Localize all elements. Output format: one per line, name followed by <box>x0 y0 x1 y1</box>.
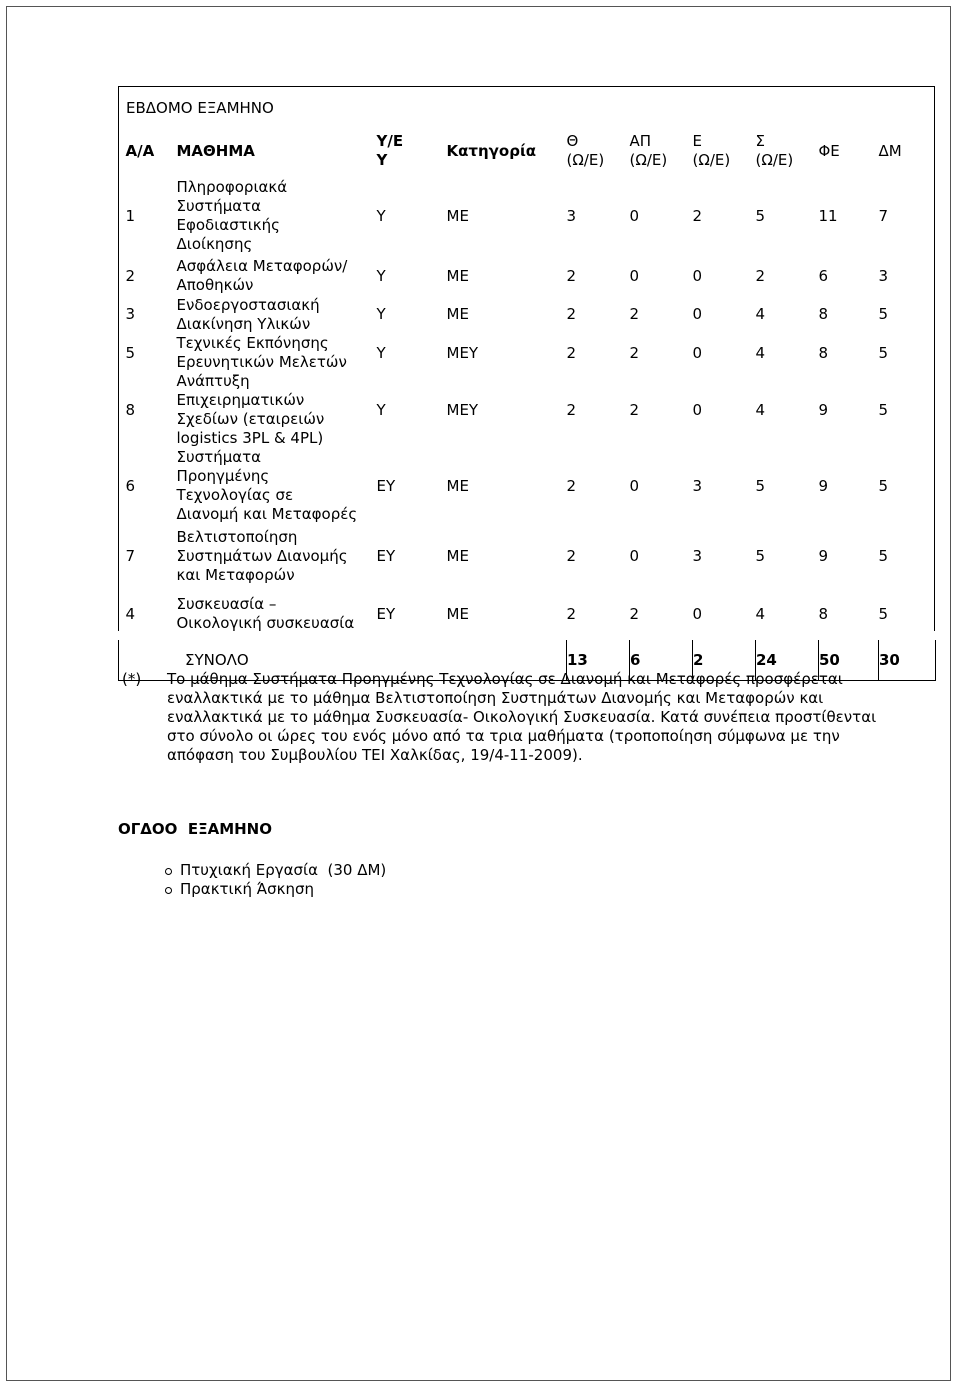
row-ap: 0 <box>629 476 640 495</box>
table-row <box>119 295 936 334</box>
row-ap: 0 <box>629 206 640 225</box>
row-mathima-line: Διακίνηση Υλικών <box>176 314 311 333</box>
table-row <box>119 334 936 372</box>
row-aa: 4 <box>125 604 136 623</box>
row-mathima-line: Βελτιστοποίηση <box>176 527 298 546</box>
row-ye: Υ <box>376 266 386 285</box>
row-ye: Υ <box>376 400 386 419</box>
row-aa: 5 <box>125 343 136 362</box>
row-ye: ΕΥ <box>376 476 396 495</box>
row-ap: 0 <box>629 266 640 285</box>
row-mathima <box>175 448 377 524</box>
row-katigoria: ΜΕ <box>446 206 469 225</box>
row-ye: Υ <box>376 343 386 362</box>
total-label: ΣΥΝΟΛΟ <box>119 640 567 681</box>
row-katigoria: ΜΕ <box>446 604 469 623</box>
footnote-text: Το μάθημα Συστήματα Προηγμένης Τεχνολογίας σε Διανομή και Μεταφορές προσφέρεται εναλλακτικά με το μάθημα Βελτιστοποίηση Συστημάτων Διανομής και Μεταφορών και εναλλακτικά με το μάθημα Συσκευασία- Οικολογική Συσκευασία. Κατά συνέπεια προστίθενται στο σύνολο οι ώρες του ενός μόνο από τα τρια μαθήματα (τροποποίηση σύμφωνα με την απόφαση του Συμβουλίου ΤΕΙ Χαλκίδας, 19/4-11-2009). <box>167 670 877 764</box>
row-s: 5 <box>755 206 766 225</box>
header-theta <box>567 127 630 175</box>
row-s: 4 <box>755 604 766 623</box>
semester-8-title-text: ΟΓΔΟΟ ΕΞΑΜΗΝΟ <box>118 820 272 838</box>
header-ap-line1: ΑΠ <box>629 132 652 150</box>
header-theta-line1: Θ <box>566 132 579 150</box>
list-item <box>163 880 386 899</box>
row-e: 3 <box>692 476 703 495</box>
row-dm: 3 <box>878 266 889 285</box>
row-fe: 9 <box>818 546 829 565</box>
row-aa: 1 <box>125 206 136 225</box>
row-mathima-line: Διοίκησης <box>176 235 253 253</box>
row-katigoria: ΜΕ <box>446 305 469 323</box>
row-mathima-line: Ασφάλεια Μεταφορών/ <box>176 257 348 275</box>
row-aa: 3 <box>125 305 136 323</box>
total-dm: 30 <box>879 640 936 681</box>
row-e: 0 <box>692 305 703 323</box>
row-katigoria: ΜΕ <box>446 546 469 565</box>
row-ap: 2 <box>629 305 640 323</box>
header-aa: Α/Α <box>125 141 155 160</box>
list-item-text: Πτυχιακή Εργασία (30 ΔΜ) <box>180 861 387 879</box>
table-header-row <box>119 127 936 175</box>
row-ye: ΕΥ <box>376 604 396 623</box>
row-mathima <box>175 372 377 448</box>
row-theta: 2 <box>566 400 577 419</box>
row-theta: 3 <box>566 206 577 225</box>
row-katigoria: ΜΕ <box>446 476 469 495</box>
row-mathima-line: Ενδοεργοστασιακή <box>176 295 320 314</box>
row-e: 2 <box>692 206 703 225</box>
header-dm: ΔΜ <box>878 141 902 160</box>
row-fe: 11 <box>818 206 838 225</box>
row-mathima <box>175 295 377 334</box>
table-row <box>119 372 936 448</box>
row-katigoria: ΜΕΥ <box>446 400 479 419</box>
row-s: 4 <box>755 400 766 419</box>
row-fe: 9 <box>818 400 829 419</box>
row-mathima-line: Συστημάτων Διανομής <box>176 546 348 565</box>
row-fe: 6 <box>818 266 829 285</box>
row-theta: 2 <box>566 343 577 362</box>
row-theta: 2 <box>566 476 577 495</box>
courses-table <box>118 127 936 681</box>
header-e-line1: Ε <box>692 132 702 150</box>
row-theta: 2 <box>566 546 577 565</box>
row-mathima-line: Διανομή και Μεταφορές <box>176 505 358 523</box>
row-mathima-line: Οικολογική συσκευασία <box>176 614 355 632</box>
header-e <box>693 127 756 175</box>
total-s: 24 <box>756 640 819 681</box>
row-mathima <box>175 588 377 640</box>
semester-7-title: ΕΒΔΟΜΟ ΕΞΑΜΗΝΟ <box>118 86 935 128</box>
row-s: 4 <box>755 305 766 323</box>
row-s: 2 <box>755 266 766 285</box>
row-mathima-line: Αποθηκών <box>176 276 254 294</box>
table-row <box>119 175 936 257</box>
total-fe: 50 <box>819 640 879 681</box>
bullet-icon <box>165 868 172 875</box>
row-mathima-line: logistics 3PL & 4PL) <box>176 429 324 447</box>
row-mathima-line: και Μεταφορών <box>176 565 295 584</box>
row-aa: 2 <box>125 266 136 285</box>
row-ap: 2 <box>629 604 640 623</box>
row-mathima-line: Εφοδιαστικής <box>176 216 280 234</box>
row-theta: 2 <box>566 266 577 285</box>
header-theta-line2: (Ω/Ε) <box>566 151 605 169</box>
row-s: 4 <box>755 343 766 362</box>
row-e: 3 <box>692 546 703 565</box>
row-mathima-line: Τεχνικές Εκπόνησης <box>176 334 329 352</box>
row-fe: 8 <box>818 305 829 323</box>
row-mathima-line: Ερευνητικών Μελετών <box>176 353 347 371</box>
row-ap: 2 <box>629 400 640 419</box>
header-katigoria: Κατηγορία <box>446 141 537 160</box>
row-theta: 2 <box>566 604 577 623</box>
row-ye: Υ <box>376 206 386 225</box>
row-e: 0 <box>692 343 703 362</box>
header-ap-line2: (Ω/Ε) <box>629 151 668 169</box>
row-fe: 8 <box>818 343 829 362</box>
row-ap: 0 <box>629 546 640 565</box>
row-mathima-line: Τεχνολογίας σε <box>176 486 294 504</box>
row-e: 0 <box>692 266 703 285</box>
row-e: 0 <box>692 400 703 419</box>
row-mathima-line: Ανάπτυξη <box>176 372 250 390</box>
list-item <box>163 861 386 880</box>
row-mathima-line: Επιχειρηματικών <box>176 391 305 409</box>
row-e: 0 <box>692 604 703 623</box>
table-row <box>119 524 936 588</box>
footnote-marker: (*) <box>122 670 142 688</box>
row-dm: 5 <box>878 604 889 623</box>
row-fe: 9 <box>818 476 829 495</box>
row-mathima <box>175 175 377 257</box>
row-s: 5 <box>755 546 766 565</box>
row-katigoria: ΜΕΥ <box>446 343 479 362</box>
row-mathima <box>175 524 377 588</box>
row-mathima-line: Συσκευασία – <box>176 595 277 613</box>
row-fe: 8 <box>818 604 829 623</box>
row-dm: 7 <box>878 206 889 225</box>
semester-8-list <box>163 861 386 899</box>
row-mathima-line: Συστήματα <box>176 448 262 466</box>
row-mathima-line: Πληροφοριακά <box>176 178 288 196</box>
header-ye-line1: Υ/Ε <box>376 132 404 150</box>
row-aa: 7 <box>125 546 136 565</box>
total-theta: 13 <box>567 640 630 681</box>
row-katigoria: ΜΕ <box>446 266 469 285</box>
table-row <box>119 448 936 524</box>
bullet-icon <box>165 887 172 894</box>
header-s-line2: (Ω/Ε) <box>755 151 794 169</box>
row-dm: 5 <box>878 305 889 323</box>
total-ap: 6 <box>630 640 693 681</box>
row-s: 5 <box>755 476 766 495</box>
header-fe: ΦΕ <box>818 141 840 160</box>
row-aa: 8 <box>125 400 136 419</box>
row-mathima <box>175 334 377 372</box>
header-ap <box>630 127 693 175</box>
header-e-line2: (Ω/Ε) <box>692 151 731 169</box>
header-s-line1: Σ <box>755 132 765 150</box>
header-s <box>756 127 819 175</box>
row-mathima-line: Σχεδίων (εταιρειών <box>176 410 325 428</box>
row-ap: 2 <box>629 343 640 362</box>
row-theta: 2 <box>566 305 577 323</box>
table-row <box>119 588 936 640</box>
row-mathima-line: Συστήματα <box>176 197 262 215</box>
header-ye-line2: Υ <box>376 151 388 169</box>
row-aa: 6 <box>125 476 136 495</box>
row-dm: 5 <box>878 343 889 362</box>
table-row <box>119 257 936 295</box>
header-ye <box>377 127 447 175</box>
row-ye: Υ <box>376 305 386 323</box>
row-dm: 5 <box>878 400 889 419</box>
semester-8-title <box>118 820 272 838</box>
row-dm: 5 <box>878 476 889 495</box>
list-item-text: Πρακτική Άσκηση <box>180 880 315 898</box>
row-mathima-line: Προηγμένης <box>176 467 270 485</box>
row-mathima <box>175 257 377 295</box>
row-dm: 5 <box>878 546 889 565</box>
total-e: 2 <box>693 640 756 681</box>
row-ye: ΕΥ <box>376 546 396 565</box>
header-mathima: ΜΑΘΗΜΑ <box>176 141 255 160</box>
